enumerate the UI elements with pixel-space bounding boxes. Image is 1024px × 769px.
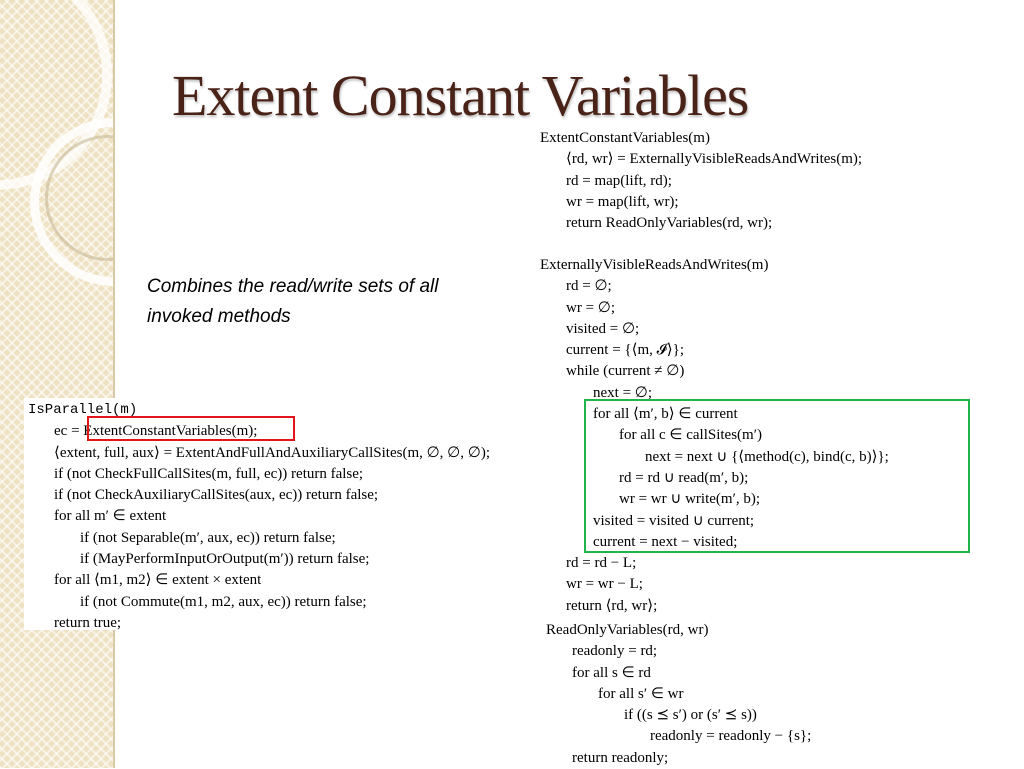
highlight-box-red <box>87 416 295 441</box>
code-line: if (MayPerformInputOrOutput(m′)) return false; <box>80 551 370 568</box>
code-line: rd = rd − L; <box>566 555 637 572</box>
code-line: visited = ∅; <box>566 320 640 337</box>
code-line: ⟨extent, full, aux⟩ = ExtentAndFullAndAuxiliaryCallSites(m, ∅, ∅, ∅); <box>54 444 490 461</box>
code-line: next = ∅; <box>593 384 653 401</box>
code-line: rd = map(lift, rd); <box>566 172 672 189</box>
code-line: visited = visited ∪ current; <box>593 512 755 529</box>
sidebar-divider <box>113 0 115 768</box>
code-line: ec = ExtentConstantVariables(m); <box>54 423 258 440</box>
code-line: rd = rd ∪ read(m′, b); <box>619 469 749 486</box>
code-line: if (not Separable(m′, aux, ec)) return false; <box>80 529 336 546</box>
code-line: return readonly; <box>572 749 669 766</box>
code-line: wr = ∅; <box>566 299 616 316</box>
code-line: readonly = rd; <box>572 643 658 660</box>
code-line: if (not CheckFullCallSites(m, full, ec)) return false; <box>54 465 364 482</box>
code-line: current = next − visited; <box>593 533 738 550</box>
code-line: if (not CheckAuxiliaryCallSites(aux, ec)) return false; <box>54 487 379 504</box>
algorithm-read-only-variables <box>546 620 811 769</box>
code-line: if ((s ⪯ s′) or (s′ ⪯ s)) <box>624 707 757 724</box>
code-line: return true; <box>54 614 122 631</box>
code-line: while (current ≠ ∅) <box>566 363 685 380</box>
code-line: for all m′ ∈ extent <box>54 508 167 525</box>
code-line: return ReadOnlyVariables(rd, wr); <box>566 215 773 232</box>
code-line: ReadOnlyVariables(rd, wr) <box>546 622 709 638</box>
slide-subtitle: Combines the read/write sets of all invoked methods <box>147 276 439 327</box>
code-line: for all s′ ∈ wr <box>598 685 684 702</box>
code-line: wr = map(lift, wr); <box>566 193 679 210</box>
code-line: ⟨rd, wr⟩ = ExternallyVisibleReadsAndWrites(m); <box>566 151 863 168</box>
code-line: wr = wr − L; <box>566 576 643 593</box>
code-line: ExtentConstantVariables(m) <box>540 130 710 146</box>
code-line: return ⟨rd, wr⟩; <box>566 597 658 614</box>
code-line: readonly = readonly − {s}; <box>650 728 812 745</box>
code-line: next = next ∪ {⟨method(c), bind(c, b)⟩}; <box>645 448 889 465</box>
code-line: ExternallyVisibleReadsAndWrites(m) <box>540 257 769 273</box>
code-line: wr = wr ∪ write(m′, b); <box>619 491 761 508</box>
decorative-sidebar <box>0 0 113 768</box>
code-line: for all c ∈ callSites(m′) <box>619 427 762 444</box>
algorithm-extent-constant-variables <box>540 128 862 234</box>
code-line: if (not Commute(m1, m2, aux, ec)) return false; <box>80 593 367 610</box>
code-line: for all s ∈ rd <box>572 664 651 681</box>
highlight-box-green <box>584 399 970 553</box>
code-line: rd = ∅; <box>566 278 612 295</box>
code-line: for all ⟨m1, m2⟩ ∈ extent × extent <box>54 572 262 589</box>
code-line: for all ⟨m′, b⟩ ∈ current <box>593 406 738 423</box>
slide-title: Extent Constant Variables <box>172 63 749 128</box>
code-line: current = {⟨m, 𝓘⟩}; <box>566 342 685 359</box>
code-line: IsParallel(m) <box>28 402 138 418</box>
